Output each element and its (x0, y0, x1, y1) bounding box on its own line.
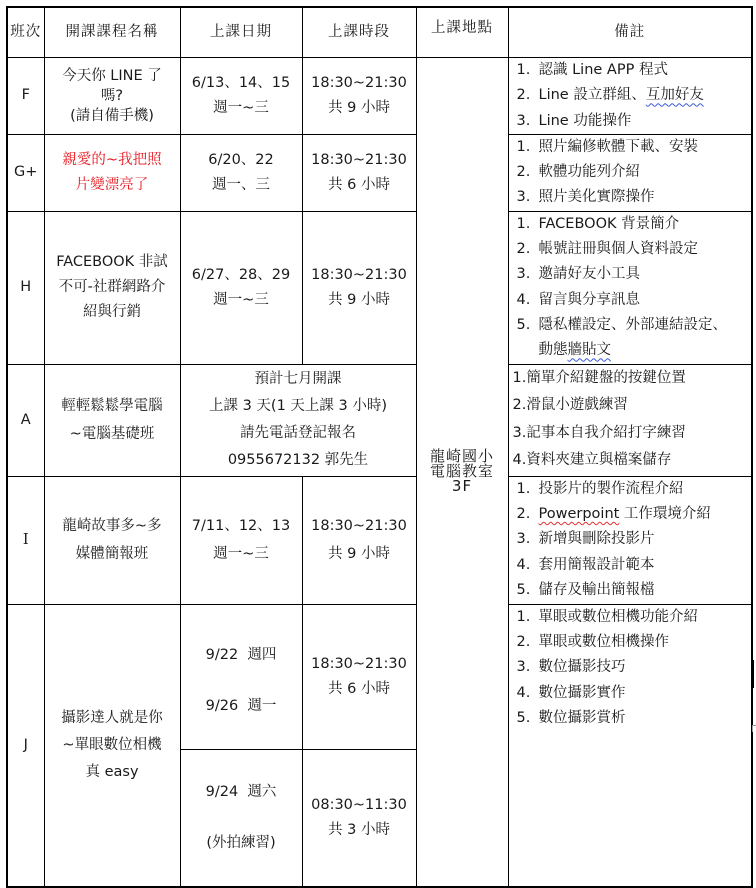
schedule-line: 預計七月開課 (254, 371, 342, 388)
note-item: 3. 邀請好友小工具 (516, 266, 640, 283)
note-item: 4. 留言與分享訊息 (516, 291, 640, 308)
total-hours: 共 6 小時 (328, 680, 390, 697)
time-range: 18:30~21:30 (311, 151, 407, 168)
note-item: 5. 隱私權設定、外部連結設定、 (516, 316, 727, 333)
location-line: 電腦教室 (429, 462, 494, 481)
spellcheck-underline: Powerpoint (538, 506, 620, 523)
note-item: 1. FACEBOOK 背景簡介 (516, 215, 680, 232)
course-name-line: 真 easy (85, 763, 139, 780)
course-time (302, 749, 416, 887)
course-notes (508, 364, 752, 476)
course-name-line: (請自備手機) (70, 107, 154, 124)
weekday-line: 週一~三 (213, 291, 269, 308)
total-hours: 共 9 小時 (328, 99, 390, 116)
note-item: 4.資料夾建立與檔案儲存 (512, 452, 672, 469)
course-name (44, 134, 180, 211)
notes-list (517, 212, 752, 364)
notes-list (517, 58, 752, 134)
course-time (302, 58, 416, 135)
course-name-line: 龍崎故事多~多 (62, 518, 162, 535)
header-notes: 備註 (508, 7, 752, 58)
course-notes (508, 604, 752, 887)
table-resize-handle[interactable] (752, 725, 756, 732)
note-item: 1. 照片編修軟體下載、安裝 (516, 138, 698, 155)
date-line: 7/11、12、13 (191, 518, 291, 535)
header-code: 班次 (7, 7, 44, 58)
time-range: 08:30~11:30 (311, 796, 407, 813)
course-name-line: 片變漂亮了 (75, 176, 149, 193)
class-code: F (7, 58, 44, 135)
table-row (7, 58, 752, 135)
note-item: 3. 數位攝影技巧 (516, 659, 626, 676)
note-item: 2. 軟體功能列介紹 (516, 164, 640, 181)
contact-phone: 0955672132 郭先生 (227, 452, 369, 469)
total-hours: 共 9 小時 (328, 546, 390, 563)
course-notes (508, 476, 752, 604)
note-item: 2. Line 設立群組、互加好友 (516, 87, 704, 104)
location-line: 3F (451, 477, 473, 496)
course-schedule-table (6, 6, 753, 888)
date-line: 6/13、14、15 (191, 74, 291, 91)
notes-list (517, 135, 752, 211)
course-notes (508, 211, 752, 364)
note-item: 2.滑鼠小遊戲練習 (512, 397, 628, 414)
note-item: 3. 照片美化實際操作 (516, 189, 655, 206)
table-row (7, 364, 752, 476)
course-notes (508, 58, 752, 135)
note-item: 3. 新增與刪除投影片 (516, 531, 655, 548)
course-name-line: 攝影達人就是你 (61, 709, 163, 726)
note-item: 5. 數位攝影賞析 (516, 709, 626, 726)
note-item: 1. 單眼或數位相機功能介紹 (516, 608, 698, 625)
note-item: 2. 帳號註冊與個人資料設定 (516, 241, 698, 258)
course-name (44, 604, 180, 887)
location-line: 龍崎國小 (429, 447, 494, 466)
course-time (302, 211, 416, 364)
total-hours: 共 3 小時 (328, 821, 390, 838)
note-item-continued: 動態牆貼文 (538, 342, 611, 359)
table-row (7, 476, 752, 604)
location-cell (416, 58, 508, 887)
schedule-line: 上課 3 天(1 天上課 3 小時) (208, 398, 388, 415)
schedule-line: 請先電話登記報名 (240, 425, 356, 442)
course-name (44, 476, 180, 604)
date-line: 9/24 週六 (205, 783, 277, 800)
course-time (302, 134, 416, 211)
weekday-line: 週一、三 (212, 176, 270, 193)
course-name (44, 58, 180, 135)
text-cursor-marker (752, 660, 754, 688)
table-row (7, 134, 752, 211)
course-date (180, 58, 302, 135)
spellcheck-underline: 互加好友 (645, 87, 704, 104)
course-name-line: ~單眼數位相機 (62, 736, 162, 753)
course-date (180, 749, 302, 887)
class-code: I (7, 476, 44, 604)
class-code: A (7, 364, 44, 476)
time-range: 18:30~21:30 (311, 266, 407, 283)
table-row (7, 604, 752, 749)
course-name-line: 嗎? (100, 87, 124, 104)
time-range: 18:30~21:30 (311, 518, 407, 535)
date-line: 9/22 週四 (205, 646, 277, 663)
total-hours: 共 6 小時 (328, 176, 390, 193)
header-location: 上課地點 (416, 7, 508, 58)
header-row (7, 7, 752, 58)
course-name-line: 紹與行銷 (83, 304, 141, 321)
note-item: 1. 認識 Line APP 程式 (516, 62, 668, 78)
class-code: H (7, 211, 44, 364)
spellcheck-underline: 牆貼文 (567, 342, 611, 359)
course-name-line: 親愛的~我把照 (62, 151, 162, 168)
class-code: J (7, 604, 44, 887)
course-name-line: FACEBOOK 非試 (56, 254, 168, 271)
course-time (302, 604, 416, 749)
note-item: 1. 投影片的製作流程介紹 (516, 480, 684, 497)
class-code: G+ (7, 134, 44, 211)
course-name-line: 媒體簡報班 (75, 546, 149, 563)
time-range: 18:30~21:30 (311, 655, 407, 672)
header-course: 開課課程名稱 (44, 7, 180, 58)
header-time: 上課時段 (302, 7, 416, 58)
course-name (44, 364, 180, 476)
course-date (180, 134, 302, 211)
course-time (302, 476, 416, 604)
course-name-line: 輕輕鬆鬆學電腦 (61, 398, 163, 415)
course-date (180, 211, 302, 364)
course-name-line: ~電腦基礎班 (69, 426, 155, 443)
time-range: 18:30~21:30 (311, 74, 407, 91)
course-notes (508, 134, 752, 211)
total-hours: 共 9 小時 (328, 291, 390, 308)
note-item: 4. 套用簡報設計範本 (516, 556, 655, 573)
notes-list (517, 477, 752, 603)
weekday-line: 週一~三 (213, 99, 269, 116)
note-item: 3.記事本自我介紹打字練習 (512, 424, 686, 441)
note-item: 3. Line 功能操作 (516, 112, 632, 129)
note-item: 4. 數位攝影實作 (516, 684, 626, 701)
notes-list (513, 365, 752, 475)
course-name-line: 不可-社群網路介 (58, 279, 166, 296)
course-name-line: 今天你 LINE 了 (62, 67, 162, 84)
course-name (44, 211, 180, 364)
table-row (7, 211, 752, 364)
date-line: 6/20、22 (208, 151, 274, 168)
note-item: 2. 單眼或數位相機操作 (516, 634, 669, 651)
course-date (180, 604, 302, 749)
date-note: (外拍練習) (206, 834, 276, 851)
date-line: 9/26 週一 (205, 697, 277, 714)
date-line: 6/27、28、29 (191, 266, 291, 283)
notes-list (517, 605, 752, 731)
course-date (180, 476, 302, 604)
weekday-line: 週一~三 (213, 546, 269, 563)
note-item: 1.簡單介紹鍵盤的按鍵位置 (512, 369, 686, 386)
header-date: 上課日期 (180, 7, 302, 58)
note-item: 2. Powerpoint 工作環境介紹 (516, 506, 711, 523)
note-item: 5. 儲存及輸出簡報檔 (516, 581, 655, 598)
course-schedule-info (180, 364, 416, 476)
